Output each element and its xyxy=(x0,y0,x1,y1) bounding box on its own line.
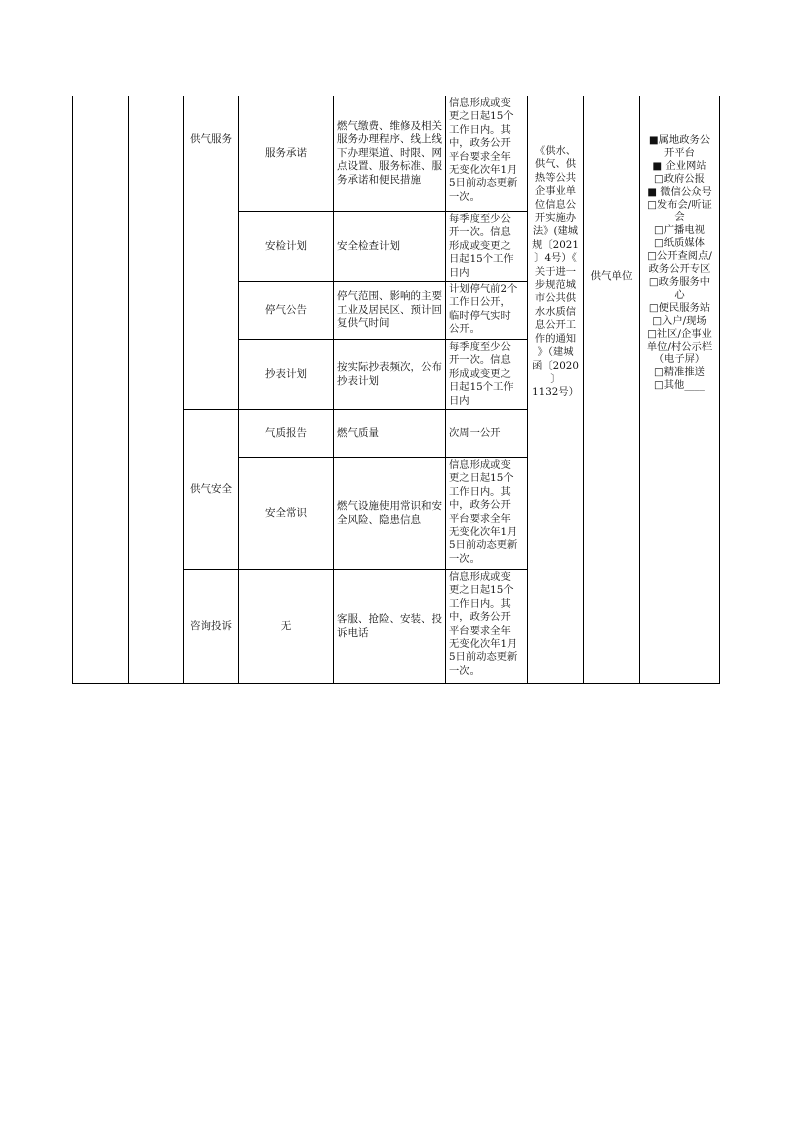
item-cell xyxy=(239,410,333,457)
basis-line: 1132号） xyxy=(532,386,579,399)
timing-line: 5日前动态更新 xyxy=(449,539,518,552)
basis-line: 企事业单 xyxy=(534,185,577,198)
basis-line: 步规范城 xyxy=(534,279,577,292)
category-supply-safety xyxy=(184,410,238,569)
channel-line: □便民服务站 xyxy=(648,301,711,314)
timing-line: 平台要求全年 xyxy=(449,150,511,163)
item-cell xyxy=(239,458,333,569)
timing-line: 开一次。信息 xyxy=(449,354,511,367)
basis-line: 〕 xyxy=(550,372,561,385)
timing-cell xyxy=(446,459,527,569)
timing-line: 日内 xyxy=(449,394,470,407)
timing-line: 更之日起15个 xyxy=(449,110,514,123)
content-cell xyxy=(334,458,445,569)
grid-line xyxy=(719,96,720,684)
timing-cell xyxy=(446,410,527,457)
channel-line: □其他____ xyxy=(654,379,705,392)
timing-line: 平台要求全年 xyxy=(449,624,511,637)
timing-cell xyxy=(446,283,527,339)
channel-line: □纸质媒体 xyxy=(654,237,705,250)
channel-line: 会 xyxy=(674,211,685,224)
timing-cell xyxy=(446,341,527,409)
content-cell xyxy=(334,212,445,281)
timing-line: 每季度至少公 xyxy=(449,341,511,353)
timing-line: 无变化次年1月 xyxy=(449,164,518,177)
item-cell xyxy=(239,340,333,409)
basis-line: 息公开工 xyxy=(534,319,577,332)
channel-line: □政务服务中 xyxy=(648,275,711,288)
channel-line: □精准推送 xyxy=(654,366,705,379)
content-text: 停气范围、影响的主要工业及居民区、预计回复供气时间 xyxy=(337,290,442,330)
grid-line xyxy=(72,96,73,684)
timing-line: 信息形成或变 xyxy=(449,459,511,471)
subject-label: 供气单位 xyxy=(590,270,633,283)
timing-line: 每季度至少公 xyxy=(449,213,511,225)
item-label: 气质报告 xyxy=(265,426,307,439)
timing-line: 中，政务公开 xyxy=(449,499,511,512)
timing-line: 中，政务公开 xyxy=(449,137,511,150)
item-label: 无 xyxy=(280,619,292,632)
subject-cell xyxy=(584,263,639,291)
item-cell xyxy=(239,282,333,339)
timing-cell xyxy=(446,97,527,211)
item-label: 抄表计划 xyxy=(265,367,307,380)
timing-line: 一次。 xyxy=(449,190,480,203)
channel-line: □入户/现场 xyxy=(652,314,707,327)
channel-line: □广播电视 xyxy=(654,224,705,237)
grid-line xyxy=(72,683,720,684)
timing-line: 5日前动态更新 xyxy=(449,177,518,190)
timing-line: 更之日起15个 xyxy=(449,584,514,597)
basis-line: 》（建城 xyxy=(537,346,574,359)
basis-line: 位信息公 xyxy=(534,198,577,211)
item-label: 停气公告 xyxy=(265,303,307,316)
content-cell xyxy=(334,410,445,457)
basis-line: 关于进一 xyxy=(534,265,577,278)
basis-line: 〕4号）《 xyxy=(534,252,577,265)
item-label: 安检计划 xyxy=(265,239,307,252)
channel-line: □社区/企事业 xyxy=(647,327,712,340)
content-cell xyxy=(334,96,445,211)
timing-line: 开一次。信息 xyxy=(449,226,511,239)
timing-cell xyxy=(446,571,527,683)
timing-line: 无变化次年1月 xyxy=(449,638,518,651)
timing-line: 一次。 xyxy=(449,552,480,565)
timing-line: 形成或变更之 xyxy=(449,367,511,380)
item-label: 安全常识 xyxy=(265,506,307,519)
timing-line: 日起15个工作 xyxy=(449,381,514,394)
item-cell xyxy=(239,570,333,683)
content-text: 燃气设施使用常识和安全风险、隐患信息 xyxy=(337,500,442,526)
basis-line: 作的通知 xyxy=(534,332,577,345)
timing-line: 中，政务公开 xyxy=(449,611,511,624)
timing-line: 工作日内。其 xyxy=(449,597,511,610)
basis-line: 《供水、 xyxy=(534,145,577,157)
timing-line: 工作日内。其 xyxy=(449,123,511,136)
channel-line: 开平台 xyxy=(664,146,695,159)
content-cell xyxy=(334,570,445,683)
channel-line: □政府公报 xyxy=(654,172,705,185)
timing-line: 一次。 xyxy=(449,664,480,677)
grid-line xyxy=(583,96,584,684)
basis-line: 开实施办 xyxy=(534,212,577,225)
item-cell xyxy=(239,96,333,211)
category-label: 咨询投诉 xyxy=(190,619,232,632)
basis-line: 水水质信 xyxy=(534,305,577,318)
timing-line: 计划停气前2个 xyxy=(449,283,518,295)
timing-line: 工作日公开， xyxy=(449,296,511,309)
timing-line: 公开。 xyxy=(449,323,480,336)
item-cell xyxy=(239,212,333,281)
channels-cell xyxy=(640,134,719,419)
timing-line: 日起15个工作 xyxy=(449,253,514,266)
basis-line: 供气、供 xyxy=(534,158,577,171)
category-consult-complaint xyxy=(184,570,238,683)
timing-line: 5日前动态更新 xyxy=(449,651,518,664)
content-text: 客服、抢险、安装、投诉电话 xyxy=(337,613,442,639)
channel-line: ■ 企业网站 xyxy=(652,159,707,172)
content-text: 燃气缴费、维修及相关服务办理程序、线上线下办理渠道、时限、网点设置、服务标准、服务承诺和便民措施 xyxy=(337,119,442,186)
basis-line: 函〔2020 xyxy=(532,359,579,372)
category-supply-service xyxy=(184,96,238,184)
timing-line: 信息形成或变 xyxy=(449,571,511,583)
timing-line: 临时停气实时 xyxy=(449,309,511,322)
timing-line: 日内 xyxy=(449,266,470,279)
basis-line: 热等公共 xyxy=(534,171,577,184)
timing-cell xyxy=(446,213,527,281)
basis-line: 法》(建城 xyxy=(532,225,579,238)
category-label: 供气安全 xyxy=(190,482,232,495)
basis-line: 市公共供 xyxy=(534,292,577,305)
timing-line: 信息形成或变 xyxy=(449,97,511,109)
content-cell xyxy=(334,282,445,339)
grid-line xyxy=(128,96,129,684)
timing-line: 更之日起15个 xyxy=(449,472,514,485)
content-cell xyxy=(334,340,445,409)
timing-line: 形成或变更之 xyxy=(449,239,511,252)
content-text: 燃气质量 xyxy=(337,426,379,439)
timing-line: 次周一公开 xyxy=(449,426,501,439)
channel-line: ■ 微信公众号 xyxy=(647,185,712,198)
basis-line: 规〔2021 xyxy=(532,238,579,251)
channel-line: ■属地政务公 xyxy=(648,134,711,146)
item-label: 服务承诺 xyxy=(265,146,307,159)
timing-line: 工作日内。其 xyxy=(449,485,511,498)
channel-line: 心 xyxy=(674,288,685,301)
channel-line: 政务公开专区 xyxy=(648,263,711,276)
content-text: 按实际抄表频次，公布抄表计划 xyxy=(337,361,442,387)
channel-line: □公开查阅点/ xyxy=(647,250,712,263)
content-text: 安全检查计划 xyxy=(337,239,400,252)
category-label: 供气服务 xyxy=(190,133,232,146)
timing-line: 无变化次年1月 xyxy=(449,526,518,539)
basis-cell xyxy=(528,145,583,415)
channel-line: （电子屏） xyxy=(653,353,706,366)
channel-line: 单位/村公示栏 xyxy=(646,340,713,353)
channel-line: □发布会/听证 xyxy=(647,198,712,211)
timing-line: 平台要求全年 xyxy=(449,512,511,525)
